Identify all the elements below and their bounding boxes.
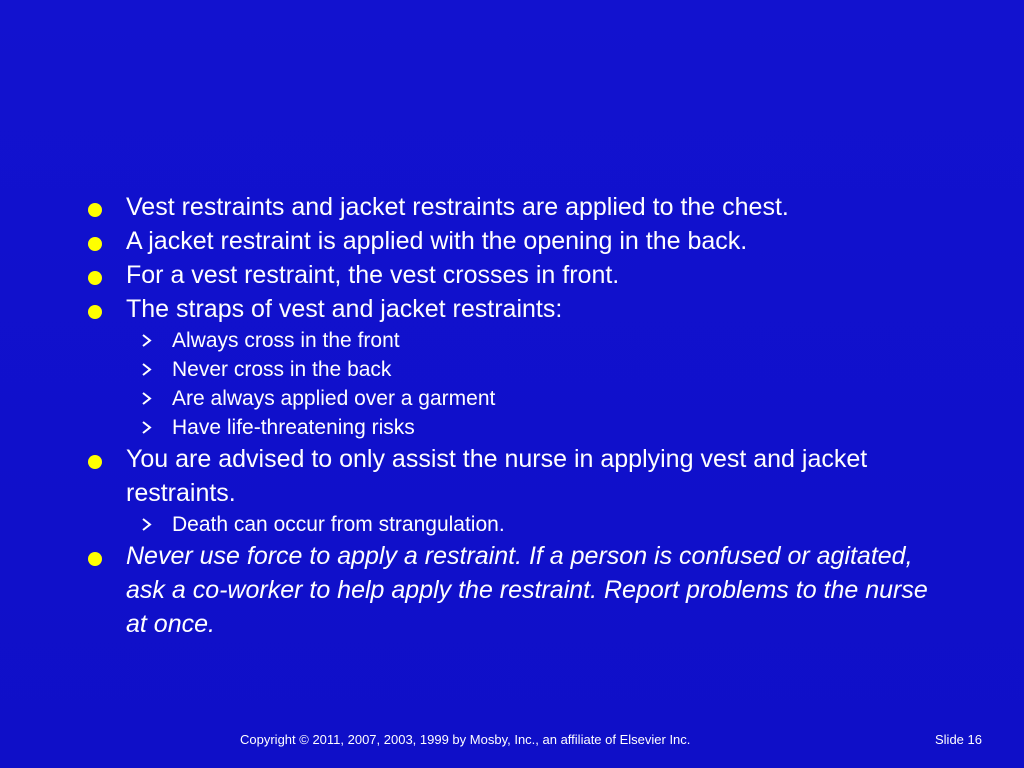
sub-bullet-item xyxy=(84,326,944,355)
footer xyxy=(0,730,1024,750)
arrow-bullet-icon xyxy=(139,413,155,442)
copyright-text: Copyright © 2011, 2007, 2003, 1999 by Mosby, Inc., an affiliate of Elsevier Inc. xyxy=(240,732,691,747)
slide-number: Slide 16 xyxy=(935,732,982,747)
bullet-text: For a vest restraint, the vest crosses in front. xyxy=(126,261,620,289)
bullet-item xyxy=(84,292,944,326)
sub-bullet-text: Never cross in the back xyxy=(172,358,392,381)
sub-bullet-text: Are always applied over a garment xyxy=(172,387,496,410)
arrow-bullet-icon xyxy=(139,384,155,413)
arrow-bullet-icon xyxy=(139,355,155,384)
bullet-dot-icon xyxy=(88,455,102,469)
bullet-dot-icon xyxy=(88,305,102,319)
bullet-text: The straps of vest and jacket restraints: xyxy=(126,295,563,323)
arrow-bullet-icon xyxy=(139,326,155,355)
sub-bullet-text: Have life-threatening risks xyxy=(172,416,415,439)
bullet-item xyxy=(84,539,944,641)
arrow-bullet-icon xyxy=(139,510,155,539)
sub-bullet-text: Always cross in the front xyxy=(172,329,400,352)
bullet-item xyxy=(84,258,944,292)
sub-bullet-item xyxy=(84,384,944,413)
bullet-text: Never use force to apply a restraint. If a person is confused or agitated, ask a co-worker to help apply the restraint. Report problems to the nurse at once. xyxy=(126,542,928,638)
bullet-text: A jacket restraint is applied with the opening in the back. xyxy=(126,227,748,255)
bullet-item xyxy=(84,442,944,510)
bullet-item xyxy=(84,190,944,224)
bullet-dot-icon xyxy=(88,237,102,251)
sub-bullet-text: Death can occur from strangulation. xyxy=(172,513,505,536)
bullet-item xyxy=(84,224,944,258)
bullet-list xyxy=(84,190,944,641)
sub-bullet-item xyxy=(84,413,944,442)
bullet-dot-icon xyxy=(88,271,102,285)
sub-bullet-item xyxy=(84,355,944,384)
sub-bullet-item xyxy=(84,510,944,539)
bullet-dot-icon xyxy=(88,552,102,566)
bullet-dot-icon xyxy=(88,203,102,217)
bullet-text: Vest restraints and jacket restraints are applied to the chest. xyxy=(126,193,789,221)
bullet-text: You are advised to only assist the nurse in applying vest and jacket restraints. xyxy=(126,445,868,507)
